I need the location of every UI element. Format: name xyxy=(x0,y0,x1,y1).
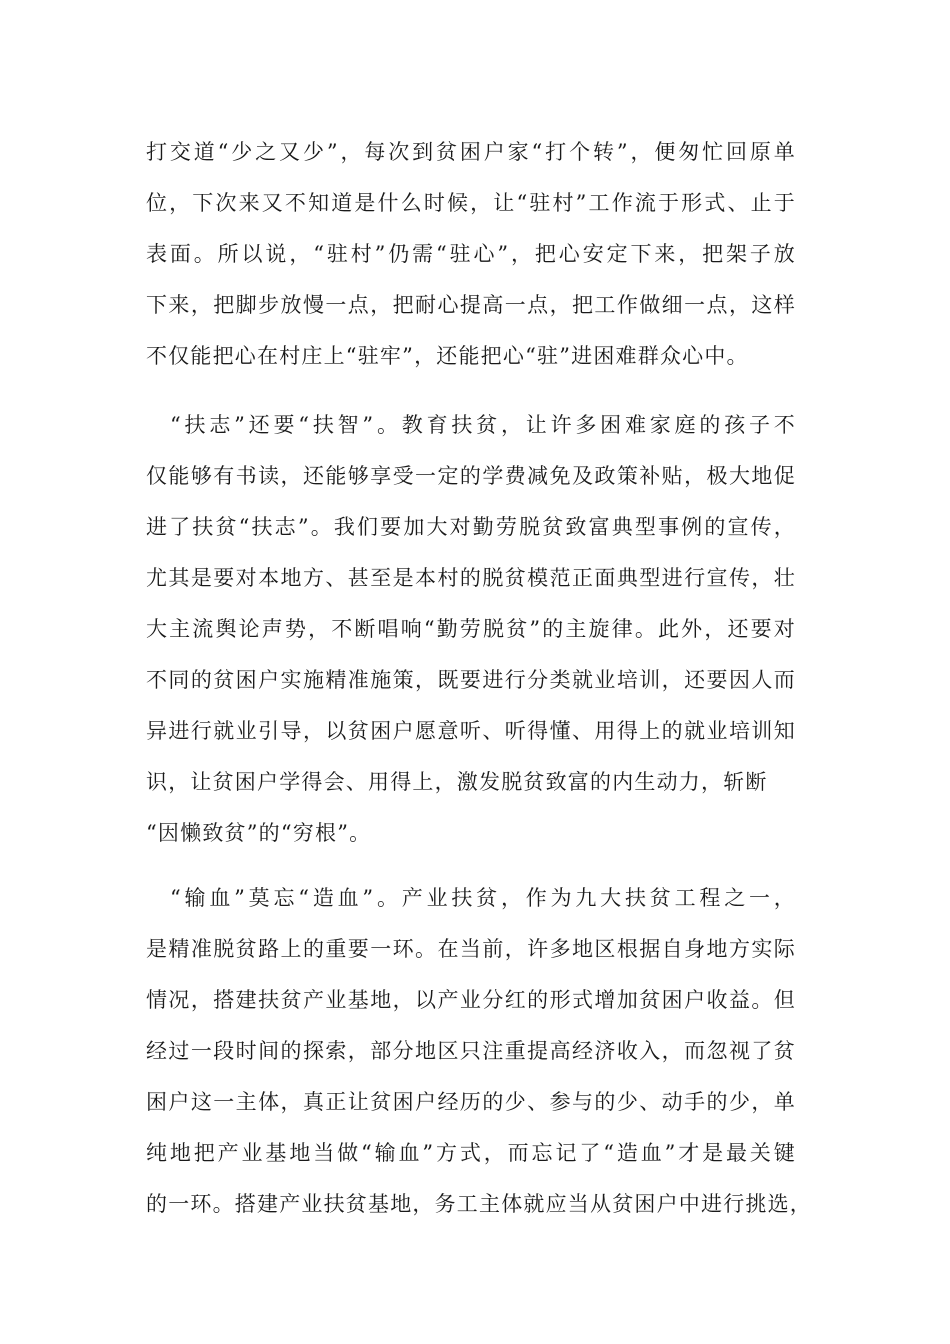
body-text-line: “因懒致贫”的“穷根”。 xyxy=(146,821,372,845)
body-text-line: 是精准脱贫路上的重要一环。在当前，许多地区根据自身地方实际 xyxy=(146,937,796,961)
body-text-line: 的一环。搭建产业扶贫基地，务工主体就应当从贫困户中进行挑选， xyxy=(146,1192,812,1216)
body-text-line: 困户这一主体，真正让贫困户经历的少、参与的少、动手的少，单 xyxy=(146,1090,796,1114)
paragraph-first-line: “扶志”还要“扶智”。教育扶贫，让许多困难家庭的孩子不 xyxy=(170,413,796,437)
body-text-line: 下来，把脚步放慢一点，把耐心提高一点，把工作做细一点，这样 xyxy=(146,293,796,317)
body-text-line: 尤其是要对本地方、甚至是本村的脱贫模范正面典型进行宣传，壮 xyxy=(146,566,796,590)
body-text-line: 进了扶贫“扶志”。我们要加大对勤劳脱贫致富典型事例的宣传， xyxy=(146,515,796,539)
body-text-line: 仅能够有书读，还能够享受一定的学费减免及政策补贴，极大地促 xyxy=(146,464,796,488)
body-text-line: 纯地把产业基地当做“输血”方式，而忘记了“造血”才是最关键 xyxy=(146,1141,796,1165)
paragraph-first-line: “输血”莫忘“造血”。产业扶贫，作为九大扶贫工程之一， xyxy=(170,886,796,910)
body-text-line: 异进行就业引导，以贫困户愿意听、听得懂、用得上的就业培训知 xyxy=(146,719,796,743)
body-text-line: 不同的贫困户实施精准施策，既要进行分类就业培训，还要因人而 xyxy=(146,668,796,692)
body-text-line: 经过一段时间的探索，部分地区只注重提高经济收入，而忽视了贫 xyxy=(146,1039,796,1063)
body-text-line: 位，下次来又不知道是什么时候，让“驻村”工作流于形式、止于 xyxy=(146,191,796,215)
body-text-line: 情况，搭建扶贫产业基地，以产业分红的形式增加贫困户收益。但 xyxy=(146,988,796,1012)
body-text-line: 表面。所以说，“驻村”仍需“驻心”，把心安定下来，把架子放 xyxy=(146,242,796,266)
body-text-line: 打交道“少之又少”，每次到贫困户家“打个转”，便匆忙回原单 xyxy=(146,140,796,164)
body-text-line: 大主流舆论声势，不断唱响“勤劳脱贫”的主旋律。此外，还要对 xyxy=(146,617,796,641)
body-text-line: 识，让贫困户学得会、用得上，激发脱贫致富的内生动力，斩断 xyxy=(146,770,768,794)
body-text-line: 不仅能把心在村庄上“驻牢”，还能把心“驻”进困难群众心中。 xyxy=(146,344,749,368)
